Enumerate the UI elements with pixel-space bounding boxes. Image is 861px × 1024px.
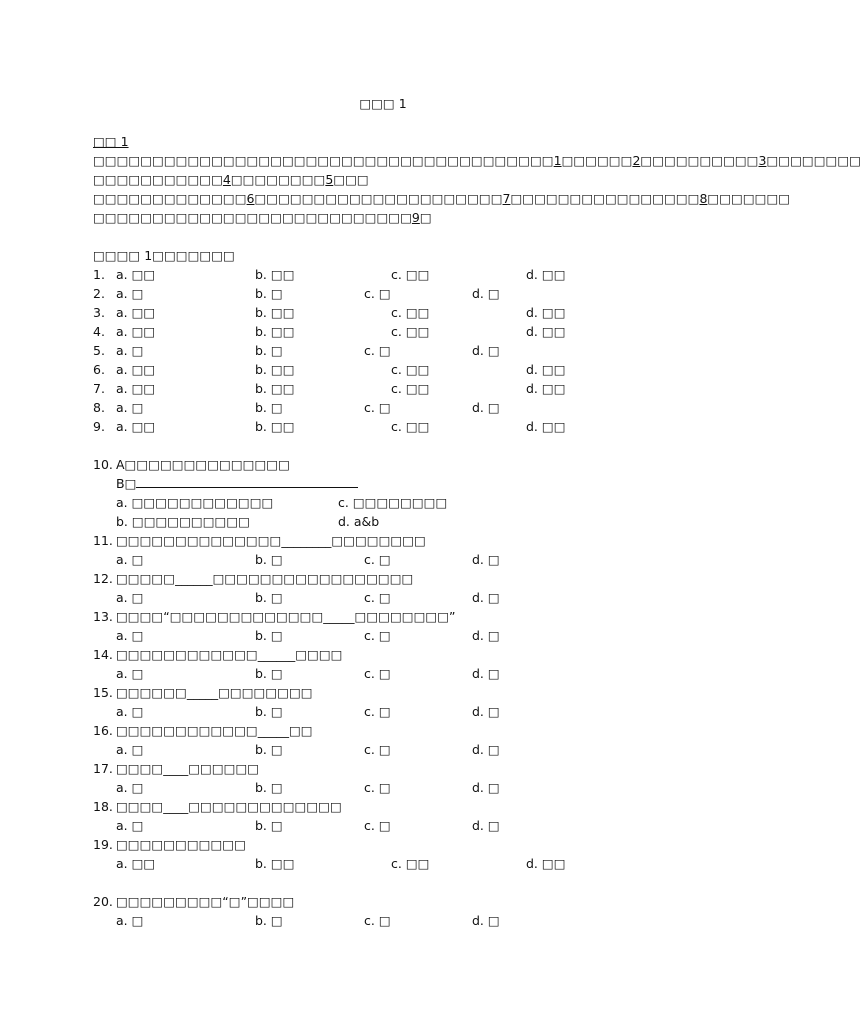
option-a: a. □ (116, 913, 144, 928)
option-b: b. □ (255, 666, 283, 681)
question-number: 20. (93, 894, 113, 909)
option-b: b. □ (255, 742, 283, 757)
question-number: 3. (93, 305, 105, 320)
option-d: d. □ (472, 628, 500, 643)
question-row (93, 284, 693, 303)
option-b: b. □ (255, 628, 283, 643)
option-d: d. □□ (526, 305, 566, 320)
option-b: b. □□ (255, 362, 295, 377)
passage-text: □□□□□□□□ (230, 172, 326, 187)
stem-text: □□ (288, 723, 313, 738)
option-c: c. □□ (391, 362, 430, 377)
option-b: b. □□□□□□□□□□ (116, 514, 250, 529)
fill-blank: ________ (281, 533, 332, 548)
stem-text: □□□□□□□□□□□□□ (188, 799, 342, 814)
fill-blank: ______ (175, 571, 213, 586)
option-b: b. □ (255, 818, 283, 833)
option-a: a. □ (116, 286, 144, 301)
question-number: 17. (93, 761, 113, 776)
question-10 (93, 455, 693, 531)
option-b: b. □□ (255, 856, 295, 871)
option-a: a. □□ (116, 856, 156, 871)
question-row (93, 303, 693, 322)
question-number: 19. (93, 837, 113, 852)
fill-blank: _____ (186, 685, 219, 700)
question-number: 13. (93, 609, 113, 624)
blank-number: 4 (222, 172, 231, 187)
questions-11-18 (93, 531, 693, 835)
question-number: 12. (93, 571, 113, 586)
option-b: b. □ (255, 913, 283, 928)
question-number: 11. (93, 533, 113, 548)
option-a: a. □□□□□□□□□□□□ (116, 495, 274, 510)
fill-blank: _____ (323, 609, 355, 624)
question-number: 16. (93, 723, 113, 738)
option-b: b. □□ (255, 419, 295, 434)
passage-line (93, 208, 693, 227)
option-d: d. □□ (526, 267, 566, 282)
option-d: d. □ (472, 913, 500, 928)
instruction-text: □□□□ 1□□□□□□□ (93, 248, 235, 263)
stem-text: □□□□□□□□□□□□□□ (116, 533, 282, 548)
option-c: c. □ (364, 400, 391, 415)
answer-blank-line (116, 474, 358, 493)
question-row (93, 645, 693, 664)
stem-text: □□□□□ (116, 571, 176, 586)
option-a: a. □□ (116, 324, 156, 339)
blank-number: 9 (411, 210, 420, 225)
blank-number: 5 (325, 172, 334, 187)
option-b: b. □□ (255, 267, 295, 282)
question-row (93, 721, 693, 740)
option-c: c. □□ (391, 267, 430, 282)
option-d: d. □ (472, 343, 500, 358)
stem-text: □□□□ (295, 647, 343, 662)
blank-number: 8 (699, 191, 708, 206)
question-row (93, 759, 693, 778)
option-c: c. □ (364, 666, 391, 681)
option-d: d. a&b (338, 514, 380, 529)
passage-text: □□□□□□□□□□□□□□□□□□□□□ (254, 191, 503, 206)
option-a: a. □□ (116, 267, 156, 282)
option-c: c. □ (364, 590, 391, 605)
question-row (93, 607, 693, 626)
question-stem (116, 759, 259, 778)
blank-number: 1 (553, 153, 562, 168)
option-c: c. □ (364, 343, 391, 358)
question-number: 4. (93, 324, 105, 339)
option-b: b. □□ (255, 324, 295, 339)
question-stem (116, 607, 455, 626)
passage-text: □□□□□□□□□□ (640, 153, 759, 168)
option-a: a. □ (116, 343, 144, 358)
option-c: c. □ (364, 628, 391, 643)
passage-text: □□□□□□□□□□□□□□□□ (510, 191, 700, 206)
question-number: 14. (93, 647, 113, 662)
stem-text: □□□□□□□□ (331, 533, 426, 548)
option-b: b. □□ (255, 381, 295, 396)
blank-number: 2 (632, 153, 641, 168)
question-number: 6. (93, 362, 105, 377)
options-row (93, 588, 693, 607)
options-row (93, 778, 693, 797)
option-d: d. □ (472, 286, 500, 301)
question-row (93, 398, 693, 417)
option-a: a. □ (116, 818, 144, 833)
stem-text: □□□□“□□□□□□□□□□□□□ (116, 609, 324, 624)
option-a: a. □ (116, 742, 144, 757)
option-c: c. □ (364, 913, 391, 928)
stem-text: □□□□□□□□” (354, 609, 456, 624)
question-row (93, 341, 693, 360)
option-b: b. □ (255, 590, 283, 605)
stem-text: □□□□ (116, 799, 164, 814)
stem-text: □□□□□□ (116, 685, 187, 700)
option-a: a. □□ (116, 381, 156, 396)
question-stem (116, 645, 342, 664)
option-c: c. □□ (391, 381, 430, 396)
option-a: a. □ (116, 552, 144, 567)
question-stem (116, 797, 342, 816)
option-d: d. □□ (526, 381, 566, 396)
question-stem: □□□□□□□□□□□ (116, 837, 246, 852)
question-row (93, 683, 693, 702)
stem-text: □□□□□□□□□□□□ (116, 723, 258, 738)
reading-passage (93, 151, 861, 227)
option-a: a. □□ (116, 305, 156, 320)
option-b: b. □ (255, 552, 283, 567)
option-c: c. □□ (391, 324, 430, 339)
option-a: a. □□ (116, 419, 156, 434)
option-a: a. □ (116, 780, 144, 795)
option-b: b. □ (255, 343, 283, 358)
passage-line (93, 189, 791, 208)
option-b: b. □ (255, 704, 283, 719)
options-row (93, 702, 693, 721)
question-stem: □□□□□□□□□“□”□□□□ (116, 894, 295, 909)
option-d: d. □ (472, 704, 500, 719)
option-c: c. □ (364, 286, 391, 301)
document-title: □□□ 1 (359, 96, 407, 111)
blank-number: 7 (502, 191, 511, 206)
option-d: d. □□ (526, 324, 566, 339)
question-row (93, 322, 693, 341)
question-stem (116, 569, 413, 588)
option-c: c. □ (364, 780, 391, 795)
option-c: c. □□ (391, 856, 430, 871)
option-d: d. □□ (526, 419, 566, 434)
option-b: b. □□ (255, 305, 295, 320)
option-b: b. □ (255, 286, 283, 301)
option-d: d. □ (472, 552, 500, 567)
question-number: 10. (93, 457, 113, 472)
answer-rule (136, 474, 358, 488)
question-number: 9. (93, 419, 105, 434)
option-d: d. □ (472, 742, 500, 757)
question-number: 18. (93, 799, 113, 814)
passage-text: □□□□□□□□□□□□□□□□□□□□□□□□□□□□□□□□□□□□□□□ (93, 153, 554, 168)
options-row (93, 664, 693, 683)
option-c: c. □□ (391, 419, 430, 434)
question-row (93, 569, 693, 588)
option-c: c. □ (364, 552, 391, 567)
passage-text: □□□□□□ (561, 153, 633, 168)
passage-line (93, 151, 861, 170)
question-row (93, 379, 693, 398)
option-d: d. □ (472, 590, 500, 605)
option-a: a. □ (116, 666, 144, 681)
question-number: 7. (93, 381, 105, 396)
option-c: c. □ (364, 818, 391, 833)
passage-text: □□□ (333, 172, 369, 187)
question-stem (116, 683, 313, 702)
question-row (93, 265, 693, 284)
option-b: b. □ (255, 780, 283, 795)
passage-text: □□□□□□□□□□□ (93, 172, 223, 187)
option-a: a. □ (116, 628, 144, 643)
option-c: c. □□□□□□□□ (338, 495, 448, 510)
questions-1-9 (93, 265, 693, 436)
blank-number: 3 (758, 153, 767, 168)
options-row (93, 740, 693, 759)
question-row (93, 531, 693, 550)
options-row (93, 816, 693, 835)
option-d: d. □ (472, 780, 500, 795)
section-heading: □□ 1 (93, 134, 129, 149)
stem-text: □□□□□□□□ (218, 685, 313, 700)
fill-blank: ____ (163, 799, 189, 814)
passage-text: □□□□□□□□ (766, 153, 861, 168)
question-stem (116, 531, 426, 550)
option-a: a. □ (116, 400, 144, 415)
passage-text: □ (419, 210, 432, 225)
option-a: a. □□ (116, 362, 156, 377)
option-c: c. □□ (391, 305, 430, 320)
option-d: d. □ (472, 666, 500, 681)
options-row (93, 550, 693, 569)
stem-text: □□□□□□□□□□□□ (116, 647, 258, 662)
option-d: d. □ (472, 818, 500, 833)
question-stem (116, 721, 313, 740)
passage-line (93, 170, 693, 189)
question-number: 15. (93, 685, 113, 700)
passage-text: □□□□□□□□□□□□□ (93, 191, 247, 206)
question-row (93, 417, 693, 436)
option-c: c. □ (364, 704, 391, 719)
question-number: 1. (93, 267, 105, 282)
question-row (93, 360, 693, 379)
answer-prefix: B□ (116, 476, 137, 491)
question-number: 5. (93, 343, 105, 358)
stem-text: □□□□□□□□□□□□□□□□□ (212, 571, 414, 586)
question-row (93, 797, 693, 816)
fill-blank: _____ (257, 723, 289, 738)
question-19 (93, 835, 693, 873)
passage-text: □□□□□□□ (707, 191, 791, 206)
passage-text: □□□□□□□□□□□□□□□□□□□□□□□□□□□ (93, 210, 412, 225)
question-20 (93, 892, 693, 930)
option-d: d. □□ (526, 362, 566, 377)
option-a: a. □ (116, 590, 144, 605)
option-d: d. □ (472, 400, 500, 415)
fill-blank: ____ (163, 761, 189, 776)
question-number: 2. (93, 286, 105, 301)
stem-text: □□□□□□ (188, 761, 260, 776)
question-stem: A□□□□□□□□□□□□□□ (116, 457, 290, 472)
stem-text: □□□□ (116, 761, 164, 776)
option-c: c. □ (364, 742, 391, 757)
document-page (93, 94, 861, 930)
blank-number: 6 (246, 191, 255, 206)
fill-blank: ______ (257, 647, 296, 662)
question-number: 8. (93, 400, 105, 415)
option-a: a. □ (116, 704, 144, 719)
option-d: d. □□ (526, 856, 566, 871)
option-b: b. □ (255, 400, 283, 415)
options-row (93, 626, 693, 645)
